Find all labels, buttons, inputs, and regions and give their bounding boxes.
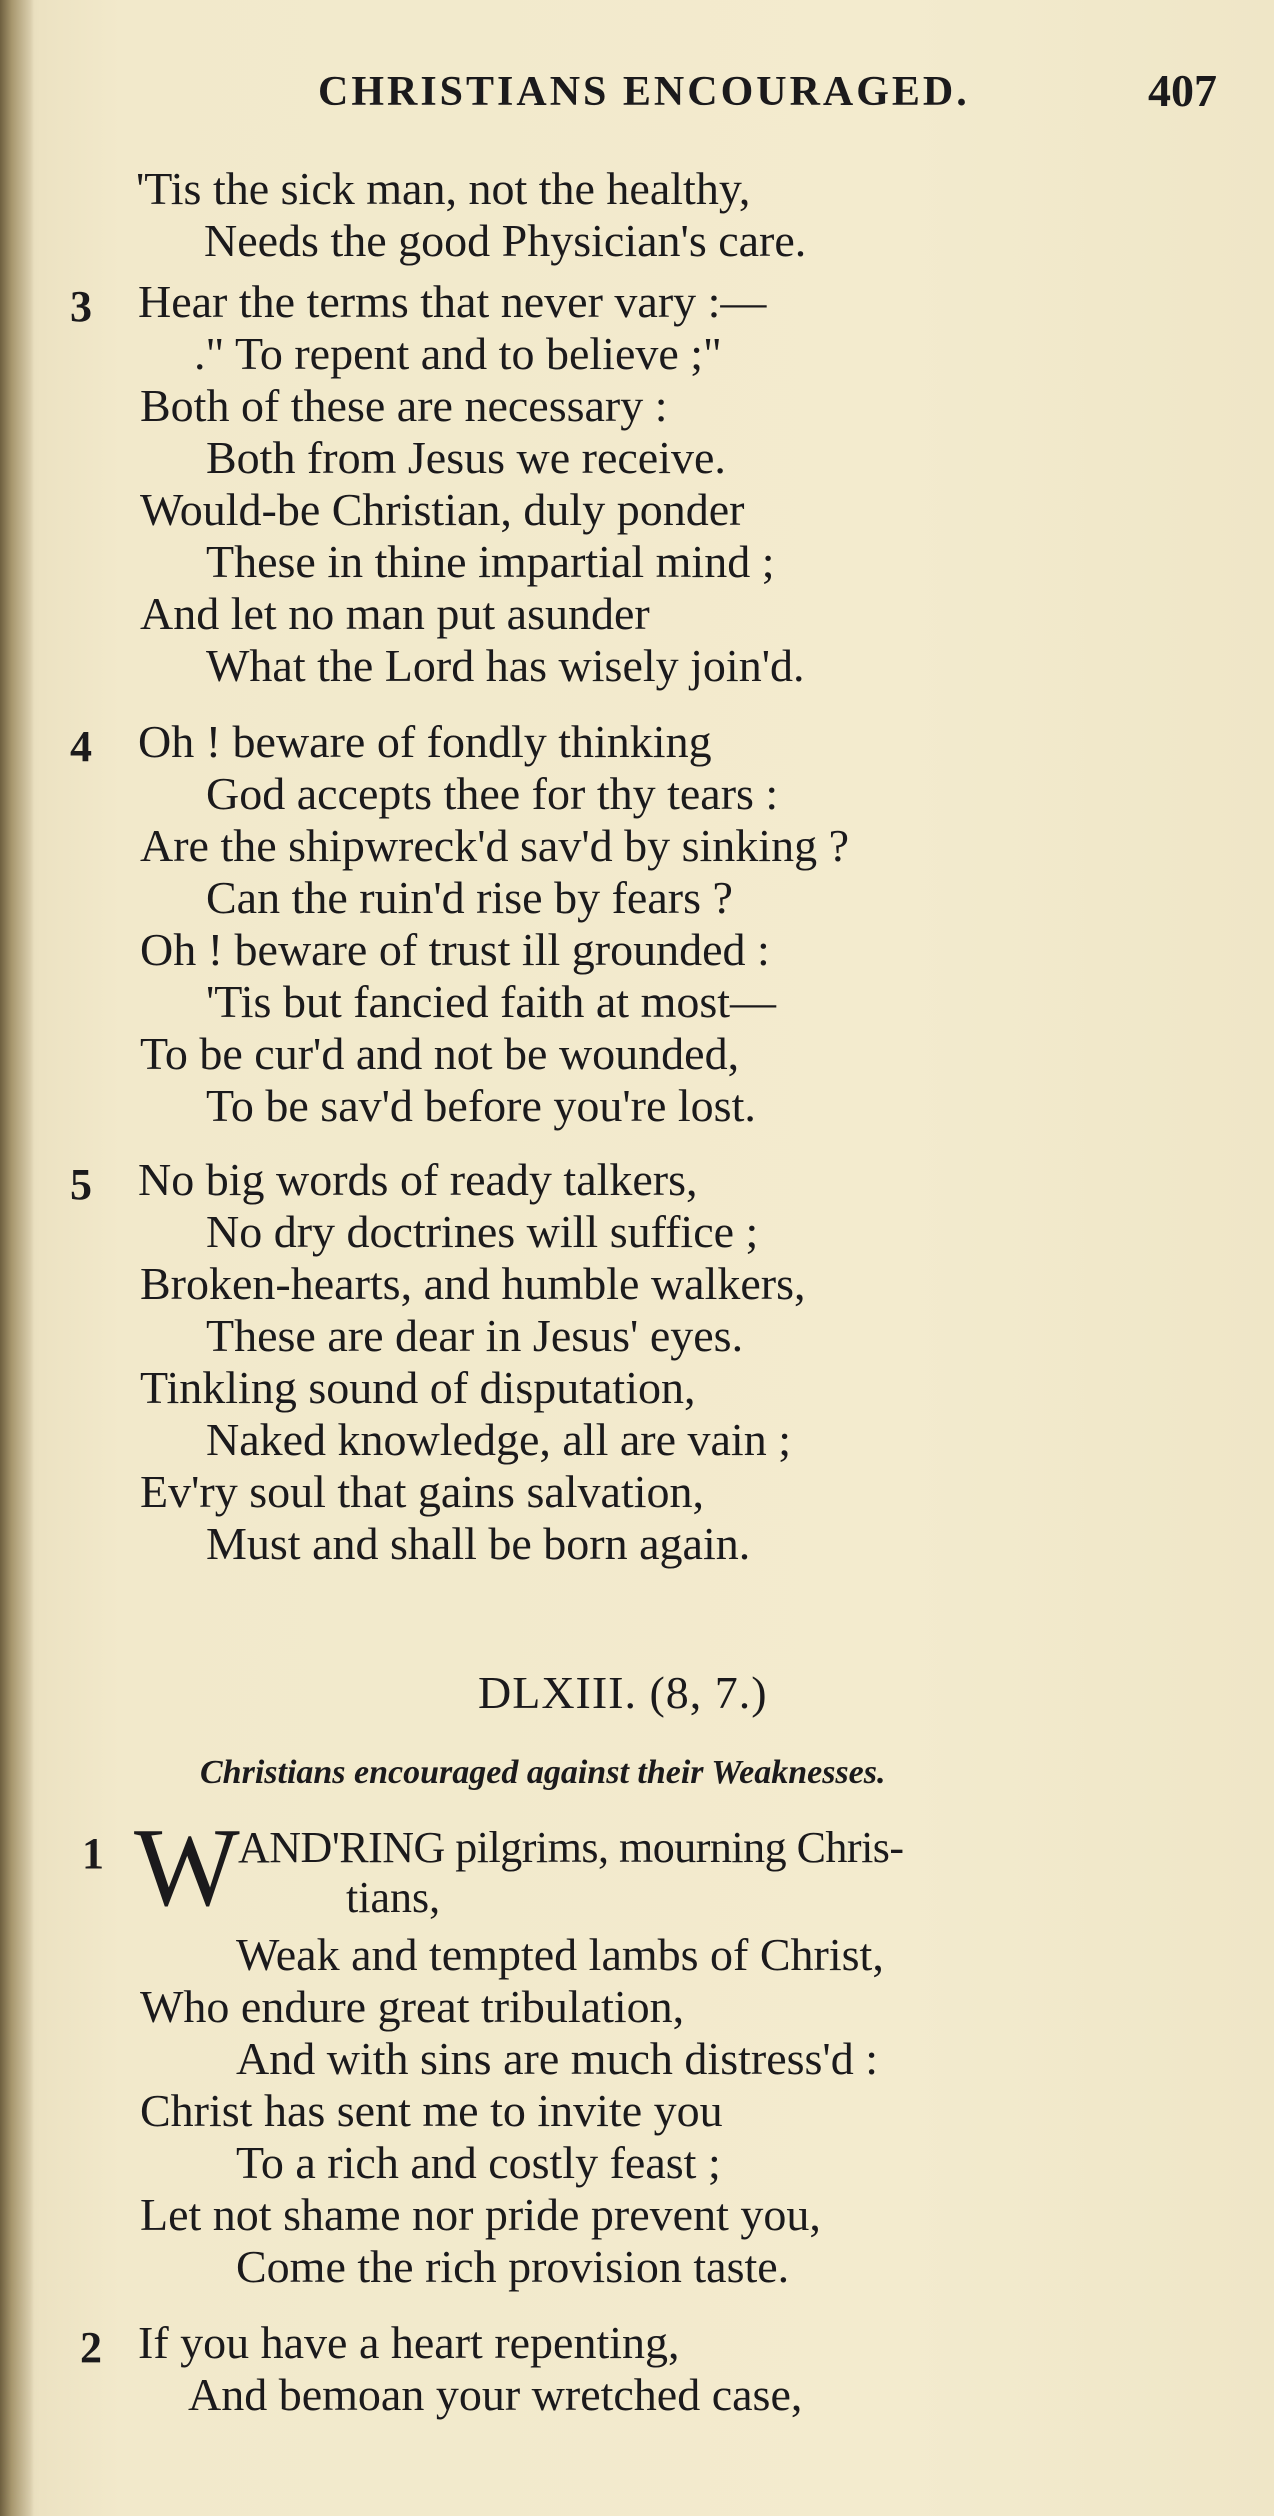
hymn-subtitle: Christians encouraged against their Weaknesses. <box>200 1754 886 1791</box>
verse-line: Oh ! beware of fondly thinking <box>138 716 712 767</box>
verse-line: Who endure great tribulation, <box>140 1981 685 2032</box>
verse-line: To a rich and costly feast ; <box>236 2137 721 2188</box>
verse-line: Ev'ry soul that gains salvation, <box>140 1466 705 1517</box>
stanza-number: 4 <box>70 722 92 771</box>
verse-line: These in thine impartial mind ; <box>206 536 775 587</box>
verse-line: And bemoan your wretched case, <box>188 2369 803 2420</box>
verse-line: And with sins are much distress'd : <box>236 2033 879 2084</box>
verse-line: Broken-hearts, and humble walkers, <box>140 1258 806 1309</box>
verse-line: Hear the terms that never vary :— <box>138 276 767 327</box>
verse-line: These are dear in Jesus' eyes. <box>206 1310 744 1361</box>
verse-line: No dry doctrines will suffice ; <box>206 1206 759 1257</box>
verse-line: Tinkling sound of disputation, <box>140 1362 696 1413</box>
verse-line: ." To repent and to believe ;" <box>194 328 722 379</box>
verse-line: Both from Jesus we receive. <box>206 432 726 483</box>
running-title: CHRISTIANS ENCOURAGED. <box>318 69 970 115</box>
verse-line: Weak and tempted lambs of Christ, <box>236 1929 884 1980</box>
stanza-number: 5 <box>70 1160 92 1209</box>
verse-line: If you have a heart repenting, <box>138 2317 680 2368</box>
page-binding-edge <box>0 0 34 2516</box>
verse-line: Oh ! beware of trust ill grounded : <box>140 924 770 975</box>
page-number: 407 <box>1148 65 1217 116</box>
verse-line: Both of these are necessary : <box>140 380 668 431</box>
verse-line: Would-be Christian, duly ponder <box>140 484 745 535</box>
stanza-number: 1 <box>82 1829 104 1878</box>
verse-line: To be cur'd and not be wounded, <box>140 1028 740 1079</box>
verse-line: AND'RING pilgrims, mourning Chris- <box>238 1823 904 1872</box>
stanza-number: 2 <box>80 2323 102 2372</box>
verse-line: Needs the good Physician's care. <box>204 215 807 266</box>
verse-line: 'Tis the sick man, not the healthy, <box>136 163 751 214</box>
verse-line: Naked knowledge, all are vain ; <box>206 1414 791 1465</box>
verse-line: 'Tis but fancied faith at most— <box>206 976 777 1027</box>
verse-line: Can the ruin'd rise by fears ? <box>206 872 733 923</box>
drop-cap: W <box>134 1806 240 1930</box>
hymn-number: DLXIII. (8, 7.) <box>478 1667 768 1718</box>
verse-line: Are the shipwreck'd sav'd by sinking ? <box>140 820 849 871</box>
verse-line: Come the rich provision taste. <box>236 2241 790 2292</box>
verse-line: God accepts thee for thy tears : <box>206 768 779 819</box>
verse-line: No big words of ready talkers, <box>138 1154 698 1205</box>
verse-line: Must and shall be born again. <box>206 1518 751 1569</box>
stanza-number: 3 <box>70 282 92 331</box>
verse-line: Christ has sent me to invite you <box>140 2085 723 2136</box>
verse-line: tians, <box>346 1873 441 1922</box>
verse-line: And let no man put asunder <box>140 588 650 639</box>
verse-line: Let not shame nor pride prevent you, <box>140 2189 821 2240</box>
verse-line: To be sav'd before you're lost. <box>206 1080 756 1131</box>
verse-line: What the Lord has wisely join'd. <box>206 640 805 691</box>
